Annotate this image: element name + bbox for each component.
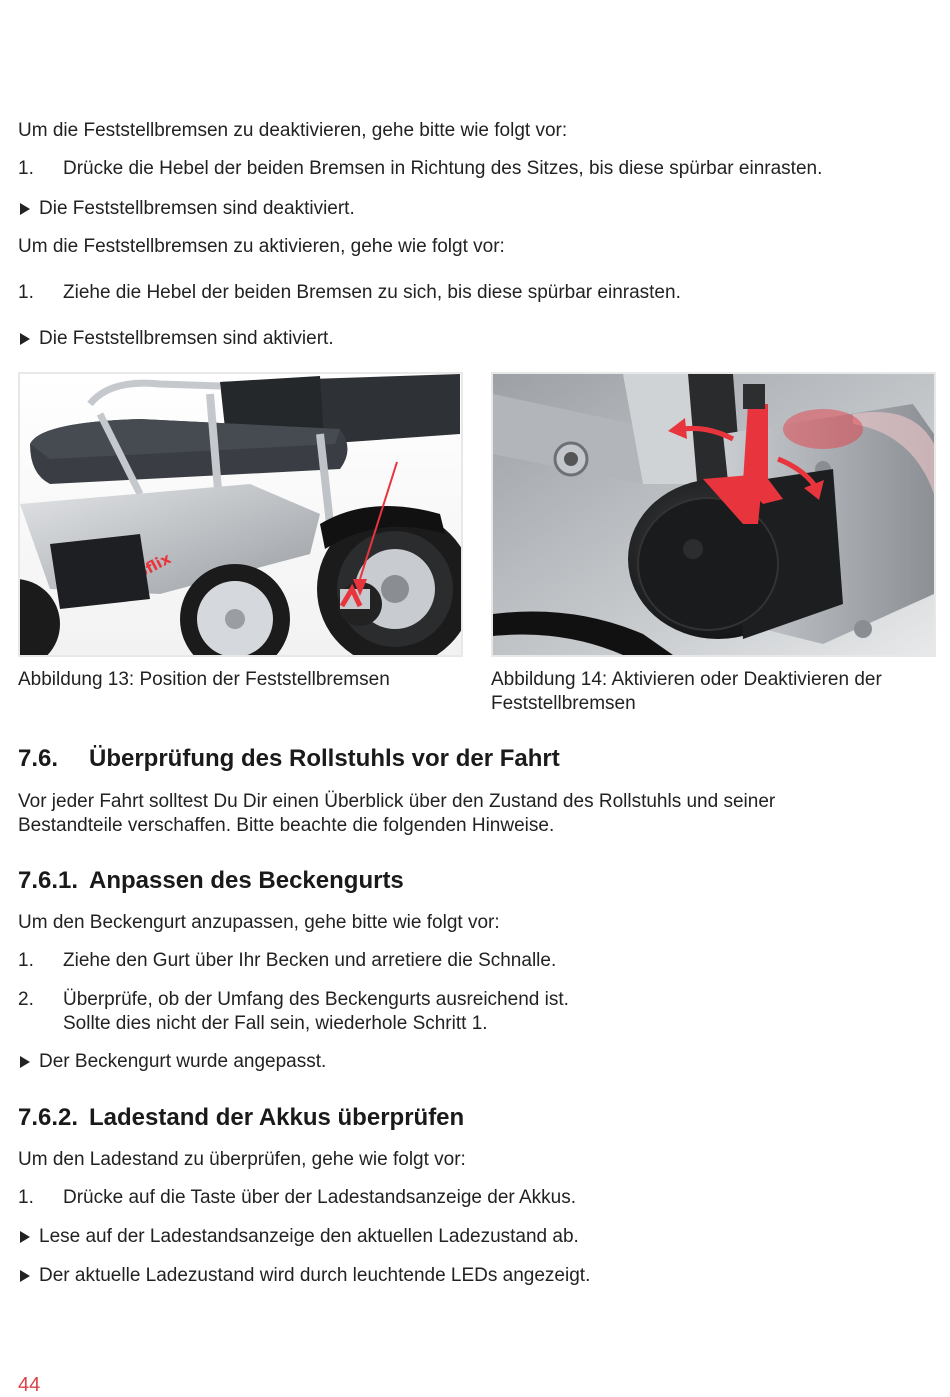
heading-number: 7.6.2.	[18, 1104, 79, 1131]
section-heading-7-6-1	[18, 867, 404, 895]
step-text: Drücke auf die Taste über der Ladestandsanzeige der Akkus.	[63, 1187, 576, 1208]
result-arrow-icon	[20, 1231, 30, 1243]
heading-title: Ladestand der Akkus überprüfen	[89, 1104, 465, 1131]
step-text-line-2: Sollte dies nicht der Fall sein, wiederhole Schritt 1.	[63, 1013, 488, 1034]
section-7-6-1-intro: Um den Beckengurt anzupassen, gehe bitte wie folgt vor:	[18, 912, 500, 933]
intro-activate: Um die Feststellbremsen zu aktivieren, gehe wie folgt vor:	[18, 236, 505, 257]
step-number: 1.	[18, 282, 34, 303]
result-text: Die Feststellbremsen sind deaktiviert.	[39, 198, 355, 219]
figure-13-caption: Abbildung 13: Position der Feststellbremsen	[18, 669, 390, 690]
step-text: Drücke die Hebel der beiden Bremsen in Richtung des Sitzes, bis diese spürbar einrasten.	[63, 158, 823, 179]
result-arrow-icon	[20, 1056, 30, 1068]
heading-number: 7.6.	[18, 745, 59, 772]
heading-number: 7.6.1.	[18, 867, 79, 894]
step-number: 1.	[18, 950, 34, 971]
section-7-6-body-line-2: Bestandteile verschaffen. Bitte beachte die folgenden Hinweise.	[18, 815, 555, 836]
section-heading-7-6-2	[18, 1104, 464, 1132]
result-text: Der aktuelle Ladezustand wird durch leuchtende LEDs angezeigt.	[39, 1265, 591, 1286]
result-arrow-icon	[20, 203, 30, 215]
heading-title: Überprüfung des Rollstuhls vor der Fahrt	[89, 745, 560, 772]
result-arrow-icon	[20, 1270, 30, 1282]
step-text-line-1: Überprüfe, ob der Umfang des Beckengurts ausreichend ist.	[63, 989, 569, 1010]
result-text: Lese auf der Ladestandsanzeige den aktuellen Ladezustand ab.	[39, 1226, 579, 1247]
step-number: 1.	[18, 158, 34, 179]
figure-14-image	[491, 372, 936, 657]
result-text: Die Feststellbremsen sind aktiviert.	[39, 328, 334, 349]
step-number: 2.	[18, 989, 34, 1010]
wheelchair-illustration	[20, 374, 461, 655]
belt-result	[18, 1050, 326, 1074]
brake-closeup-illustration	[493, 374, 934, 655]
page-number: 44	[18, 1374, 41, 1396]
intro-deactivate: Um die Feststellbremsen zu deaktivieren, gehe bitte wie folgt vor:	[18, 120, 568, 141]
battery-result-2	[18, 1264, 590, 1288]
battery-result-1	[18, 1225, 579, 1249]
section-7-6-2-intro: Um den Ladestand zu überprüfen, gehe wie folgt vor:	[18, 1149, 466, 1170]
result-arrow-icon	[20, 333, 30, 345]
section-7-6-body-line-1: Vor jeder Fahrt solltest Du Dir einen Überblick über den Zustand des Rollstuhls und seiner	[18, 791, 776, 812]
belt-step-2	[0, 988, 950, 1036]
heading-title: Anpassen des Beckengurts	[89, 867, 404, 894]
activate-result	[18, 327, 334, 351]
step-text: Ziehe die Hebel der beiden Bremsen zu sich, bis diese spürbar einrasten.	[63, 282, 681, 303]
step-number: 1.	[18, 1187, 34, 1208]
section-heading-7-6	[18, 745, 560, 773]
deactivate-result	[18, 197, 355, 221]
step-text: Ziehe den Gurt über Ihr Becken und arretiere die Schnalle.	[63, 950, 557, 971]
result-text: Der Beckengurt wurde angepasst.	[39, 1051, 327, 1072]
figure-13-image	[18, 372, 463, 657]
figure-14-caption: Abbildung 14: Aktivieren oder Deaktivieren der Feststellbremsen	[491, 669, 882, 714]
